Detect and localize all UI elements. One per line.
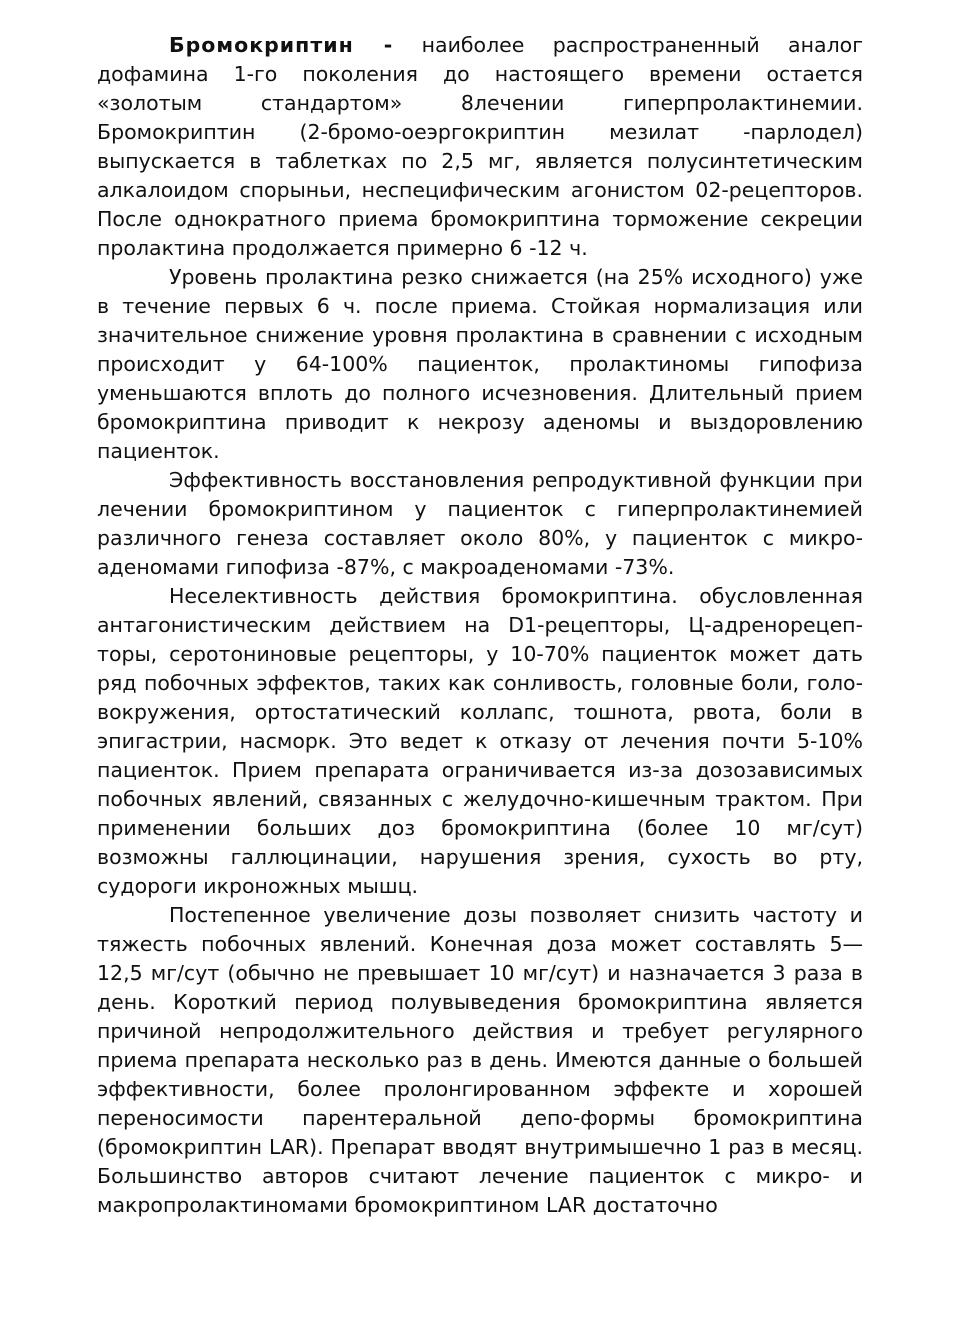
document-page	[97, 31, 863, 1220]
paragraph-bromocriptine-intro	[97, 31, 863, 263]
paragraph-dosage: Постепенное увеличение дозы позволяет снизить частоту и тяжесть побочных явлений. Конечная доза может составлять 5— 12,5 мг/сут (обычно не превышает 10 мг/сут) и назначается 3 раза в день. Короткий период полувыведения бромокриптина является причиной непродолжительного действия и требует регулярного приема препарата несколько раз в день. Имеются данные о большей эффективности, более пролонгированном эффекте и хорошей переносимости парентеральной депо-формы бромокриптина (бромокриптин LAR). Препарат вводят внутримышечно 1 раз в месяц. Большинство авторов считают лечение пациенток с микро- и макропролактиномами бромокриптином LAR достаточно	[97, 903, 863, 1217]
paragraph-side-effects: Неселективность действия бромокриптина. обусловленная антагонистическим действием на D1-рецепторы, Ц-адренорецеп-торы, серотониновые рецепторы, у 10-70% пациенток может дать ряд побочных эффектов, таких как сонливость, головные боли, голо-вокружения, ортостатический коллапс, тошнота, рвота, боли в эпигастрии, насморк. Это ведет к отказу от лечения почти 5-10% пациенток. Прием препарата ограничивается из-за дозозависимых побочных явлений, связанных с желудочно-кишечным трактом. При применении больших доз бромокриптина (более 10 мг/сут) возможны галлюцинации, нарушения зрения, сухость во рту, судороги икроножных мышц.	[97, 584, 863, 898]
paragraph-reproductive-efficacy: Эффективность восстановления репродуктивной функции при лечении бромокриптином у пациенток с гиперпролактинемией различного генеза составляет около 80%, у пациенток с микро-аденомами гипофиза -87%, с макроаденомами -73%.	[97, 468, 863, 579]
paragraph-prolactin-level: Уровень пролактина резко снижается (на 25% исходного) уже в течение первых 6 ч. после приема. Стойкая нормализация или значительное снижение уровня пролактина в сравнении с исходным происходит у 64-100% пациенток, пролактиномы гипофиза уменьшаются вплоть до полного исчезновения. Длительный прием бромокриптина приводит к некрозу аденомы и выздоровлению пациенток.	[97, 265, 863, 463]
paragraph-text: наиболее распространенный аналог дофамина 1-го поколения до настоящего времени остается «золотым стандартом» 8лечении гиперпролактинемии. Бромокриптин (2-бромо-оеэргокриптин мезилат -парлодел) выпускается в таблетках по 2,5 мг, является полусинтетическим алкалоидом спорыньи, неспецифическим агонистом 02-рецепторов. После однократного приема бромокриптина торможение секреции пролактина продолжается примерно 6 -12 ч.	[97, 33, 863, 260]
paragraph-lead-term: Бромокриптин -	[169, 33, 394, 57]
